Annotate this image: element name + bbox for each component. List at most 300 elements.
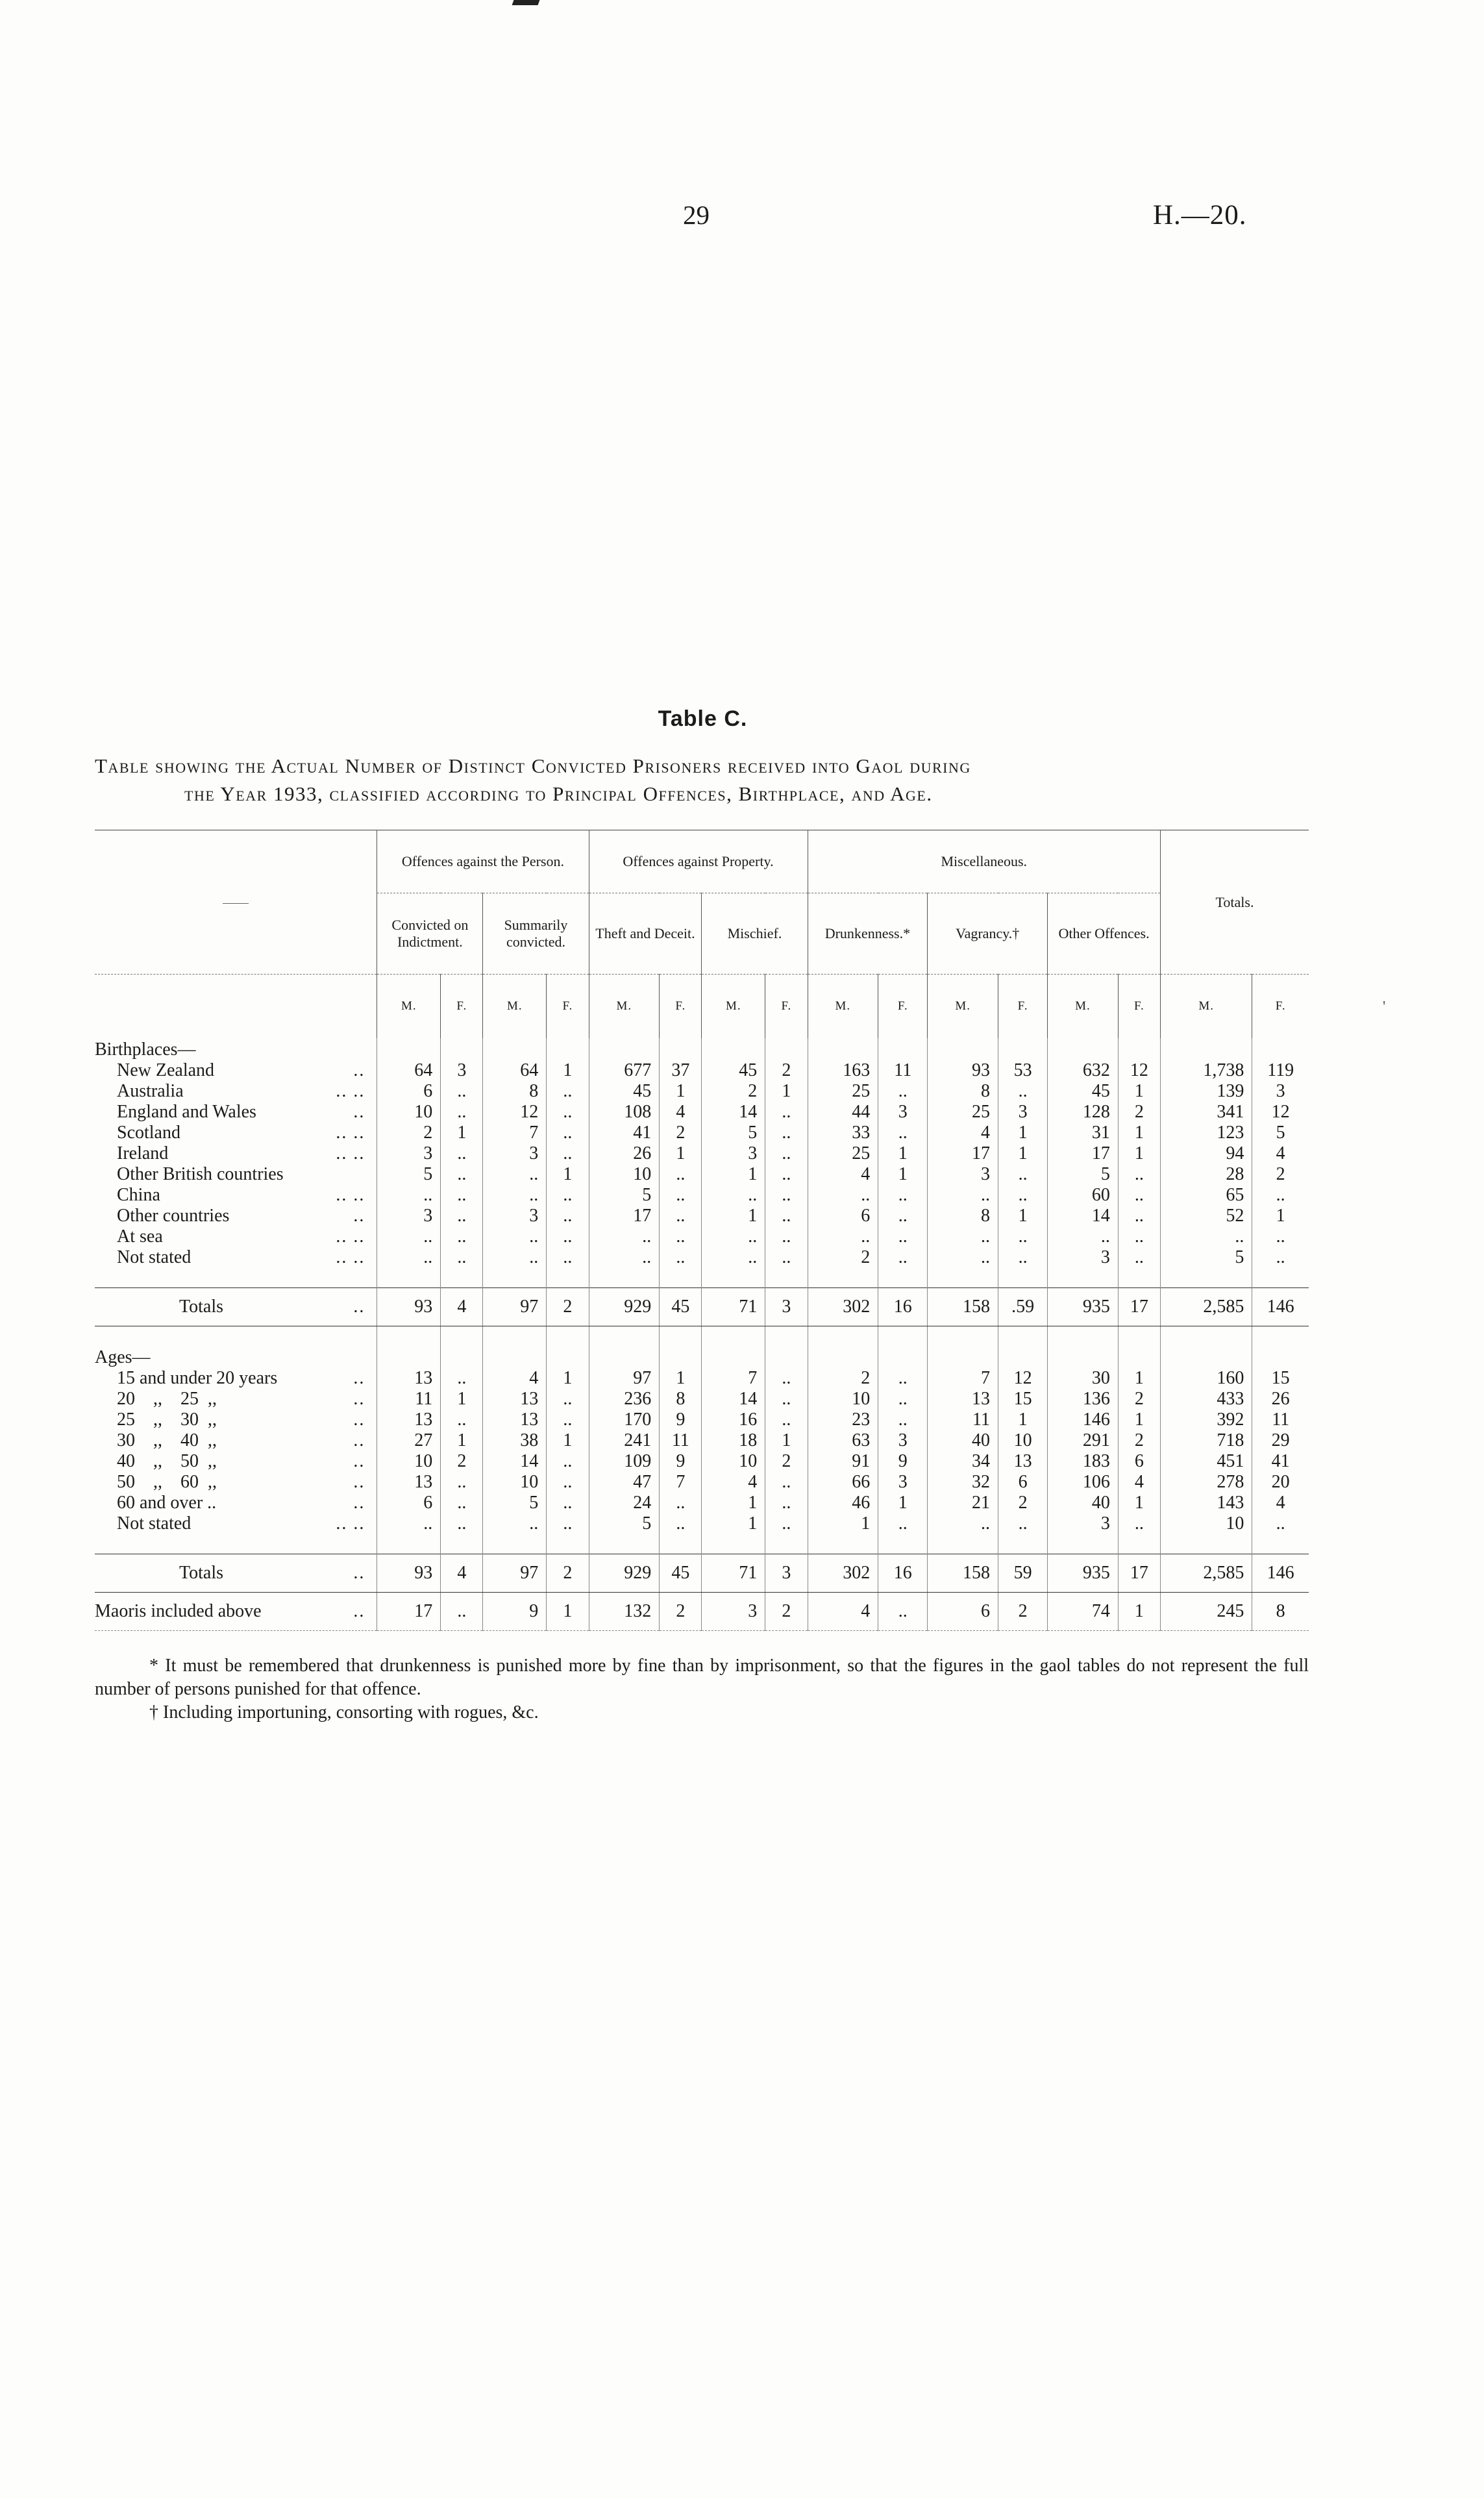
table-cell: 935 bbox=[1048, 1554, 1119, 1593]
row-label-text: 60 and over .. bbox=[117, 1493, 217, 1513]
table-cell: 4 bbox=[702, 1472, 765, 1493]
row-label bbox=[95, 1247, 377, 1268]
table-cell: 1 bbox=[998, 1206, 1048, 1226]
table-cell: 15 bbox=[998, 1389, 1048, 1410]
table-cell: 302 bbox=[808, 1288, 878, 1326]
table-cell: 97 bbox=[483, 1554, 547, 1593]
leader-dots: .. bbox=[353, 1430, 365, 1450]
table-cell: 278 bbox=[1161, 1472, 1252, 1493]
table-cell: .. bbox=[441, 1593, 483, 1631]
table-cell: 27 bbox=[377, 1430, 441, 1451]
birthplace-row bbox=[95, 1081, 1309, 1102]
leader-dots: .. bbox=[353, 1060, 365, 1080]
sex-header-f: F. bbox=[547, 975, 589, 1039]
table-cell: 17 bbox=[928, 1143, 998, 1164]
row-label bbox=[95, 1060, 377, 1081]
row-label-text: 30 ,, 40 ,, bbox=[117, 1430, 217, 1450]
table-cell: 28 bbox=[1161, 1164, 1252, 1185]
row-label bbox=[95, 1164, 377, 1185]
table-cell: 74 bbox=[1048, 1593, 1119, 1631]
table-cell: 59 bbox=[998, 1554, 1048, 1593]
table-cell: 2 bbox=[808, 1247, 878, 1268]
table-cell: .. bbox=[878, 1593, 928, 1631]
table-cell: .. bbox=[928, 1226, 998, 1247]
birthplace-row bbox=[95, 1226, 1309, 1247]
group-header-totals: Totals. bbox=[1161, 830, 1309, 975]
table-cell: .. bbox=[660, 1206, 702, 1226]
table-cell: 128 bbox=[1048, 1102, 1119, 1123]
table-cell: 13 bbox=[998, 1451, 1048, 1472]
table-cell: 183 bbox=[1048, 1451, 1119, 1472]
table-cell: .. bbox=[998, 1185, 1048, 1206]
birthplace-row bbox=[95, 1143, 1309, 1164]
table-cell: 291 bbox=[1048, 1430, 1119, 1451]
row-label bbox=[95, 1368, 377, 1389]
table-cell: 6 bbox=[928, 1593, 998, 1631]
table-cell: 25 bbox=[808, 1143, 878, 1164]
leader-dots: .. .. bbox=[336, 1513, 365, 1534]
table-cell: 170 bbox=[589, 1410, 660, 1430]
birthplace-row bbox=[95, 1102, 1309, 1123]
prisoners-table bbox=[95, 830, 1309, 1631]
sex-header-m: M. bbox=[928, 975, 998, 1039]
table-cell: 158 bbox=[928, 1288, 998, 1326]
table-cell: 1 bbox=[765, 1430, 808, 1451]
table-cell: .. bbox=[765, 1206, 808, 1226]
table-cell: 433 bbox=[1161, 1389, 1252, 1410]
table-cell: 2,585 bbox=[1161, 1554, 1252, 1593]
table-cell: 14 bbox=[702, 1102, 765, 1123]
table-cell: 40 bbox=[928, 1430, 998, 1451]
table-cell: .. bbox=[1252, 1185, 1309, 1206]
age-row bbox=[95, 1513, 1309, 1534]
table-cell: 2 bbox=[765, 1451, 808, 1472]
table-cell: 93 bbox=[377, 1554, 441, 1593]
row-label bbox=[95, 1102, 377, 1123]
table-cell: 392 bbox=[1161, 1410, 1252, 1430]
row-label-text: England and Wales bbox=[117, 1102, 256, 1122]
table-cell: .. bbox=[660, 1226, 702, 1247]
table-cell: 1 bbox=[547, 1368, 589, 1389]
table-cell: 26 bbox=[589, 1143, 660, 1164]
table-cell: 17 bbox=[1118, 1554, 1160, 1593]
table-cell: .. bbox=[441, 1206, 483, 1226]
table-cell: 11 bbox=[878, 1060, 928, 1081]
table-cell: .. bbox=[998, 1081, 1048, 1102]
sex-header-f: F. bbox=[660, 975, 702, 1039]
leader-dots: .. .. bbox=[336, 1247, 365, 1267]
row-label bbox=[95, 1081, 377, 1102]
table-cell: .. bbox=[878, 1513, 928, 1534]
table-cell: 8 bbox=[660, 1389, 702, 1410]
table-cell: 71 bbox=[702, 1554, 765, 1593]
table-cell: 718 bbox=[1161, 1430, 1252, 1451]
table-cell: 119 bbox=[1252, 1060, 1309, 1081]
table-cell: 106 bbox=[1048, 1472, 1119, 1493]
leader-dots: .. bbox=[353, 1368, 365, 1388]
table-cell: 1 bbox=[808, 1513, 878, 1534]
table-cell: 2 bbox=[1118, 1389, 1160, 1410]
table-cell: 10 bbox=[808, 1389, 878, 1410]
table-cell: 10 bbox=[998, 1430, 1048, 1451]
group-header-property: Offences against Property. bbox=[589, 830, 808, 893]
sex-header-f: F. bbox=[441, 975, 483, 1039]
table-cell: 1 bbox=[998, 1123, 1048, 1143]
table-cell: .. bbox=[702, 1226, 765, 1247]
table-cell: .. bbox=[547, 1226, 589, 1247]
leader-dots: .. bbox=[353, 1472, 365, 1492]
table-cell: 1 bbox=[1118, 1593, 1160, 1631]
table-cell: 146 bbox=[1252, 1554, 1309, 1593]
row-label bbox=[95, 1389, 377, 1410]
table-cell: 93 bbox=[928, 1060, 998, 1081]
table-cell: 31 bbox=[1048, 1123, 1119, 1143]
table-cell: .. bbox=[808, 1185, 878, 1206]
table-cell: 91 bbox=[808, 1451, 878, 1472]
col-header-mischief: Mischief. bbox=[702, 893, 808, 975]
spacer-row bbox=[95, 1534, 1309, 1554]
table-cell: 4 bbox=[808, 1164, 878, 1185]
table-cell: 3 bbox=[998, 1102, 1048, 1123]
table-cell: .. bbox=[1252, 1513, 1309, 1534]
table-cell: 13 bbox=[483, 1389, 547, 1410]
row-label-text: 15 and under 20 years bbox=[117, 1368, 278, 1388]
table-cell: 3 bbox=[441, 1060, 483, 1081]
row-label-text: 25 ,, 30 ,, bbox=[117, 1410, 217, 1430]
table-description-line-2: the Year 1933, classified according to Principal Offences, Birthplace, and Age. bbox=[184, 782, 933, 805]
row-label-text: At sea bbox=[117, 1226, 163, 1247]
table-cell: .. bbox=[765, 1410, 808, 1430]
table-cell: 8 bbox=[483, 1081, 547, 1102]
table-cell: .. bbox=[1118, 1226, 1160, 1247]
table-cell: 2 bbox=[441, 1451, 483, 1472]
table-cell: 45 bbox=[660, 1554, 702, 1593]
table-cell: .. bbox=[1118, 1513, 1160, 1534]
table-cell: 64 bbox=[483, 1060, 547, 1081]
table-cell: 4 bbox=[928, 1123, 998, 1143]
col-header-vagrancy: Vagrancy.† bbox=[928, 893, 1048, 975]
row-label bbox=[95, 1206, 377, 1226]
leader-dots: .. bbox=[353, 1389, 365, 1409]
table-cell: 3 bbox=[702, 1593, 765, 1631]
age-row bbox=[95, 1410, 1309, 1430]
table-cell: 4 bbox=[483, 1368, 547, 1389]
table-cell: 5 bbox=[1048, 1164, 1119, 1185]
table-cell: .. bbox=[441, 1102, 483, 1123]
table-cell: 2 bbox=[1118, 1102, 1160, 1123]
table-cell: .. bbox=[547, 1493, 589, 1513]
stub-header bbox=[95, 830, 377, 975]
age-row bbox=[95, 1389, 1309, 1410]
table-cell: .. bbox=[765, 1185, 808, 1206]
sex-header-m: M. bbox=[483, 975, 547, 1039]
table-cell: 17 bbox=[1118, 1288, 1160, 1326]
footnote-vagrancy: † Including importuning, consorting with rogues, &c. bbox=[149, 1702, 539, 1722]
table-cell: 17 bbox=[1048, 1143, 1119, 1164]
age-row bbox=[95, 1472, 1309, 1493]
birthplaces-heading-row bbox=[95, 1038, 1309, 1060]
table-cell: 3 bbox=[878, 1102, 928, 1123]
table-cell: 1 bbox=[878, 1143, 928, 1164]
table-cell: 1 bbox=[1118, 1143, 1160, 1164]
table-cell: .. bbox=[765, 1472, 808, 1493]
table-cell: 6 bbox=[1118, 1451, 1160, 1472]
table-title: Table C. bbox=[658, 706, 748, 731]
table-cell: 632 bbox=[1048, 1060, 1119, 1081]
table-cell: 1 bbox=[702, 1206, 765, 1226]
table-cell: 8 bbox=[1252, 1593, 1309, 1631]
table-cell: 1 bbox=[998, 1410, 1048, 1430]
row-label-text: Totals bbox=[179, 1563, 224, 1583]
birthplaces-heading: Birthplaces— bbox=[95, 1039, 196, 1060]
table-cell: 29 bbox=[1252, 1430, 1309, 1451]
table-cell: .. bbox=[808, 1226, 878, 1247]
table-cell: .. bbox=[547, 1472, 589, 1493]
table-cell: .. bbox=[441, 1493, 483, 1513]
age-totals-row bbox=[95, 1554, 1309, 1593]
table-cell: .. bbox=[765, 1143, 808, 1164]
table-cell: 71 bbox=[702, 1288, 765, 1326]
table-cell: 16 bbox=[878, 1554, 928, 1593]
table-cell: 17 bbox=[377, 1593, 441, 1631]
table-cell: 6 bbox=[998, 1472, 1048, 1493]
table-cell: .. bbox=[878, 1185, 928, 1206]
leader-dots: .. bbox=[353, 1451, 365, 1471]
table-cell: .. bbox=[998, 1513, 1048, 1534]
table-cell: .. bbox=[441, 1513, 483, 1534]
table-cell: .. bbox=[878, 1389, 928, 1410]
table-cell: 7 bbox=[928, 1368, 998, 1389]
table-cell: 163 bbox=[808, 1060, 878, 1081]
table-cell: 3 bbox=[928, 1164, 998, 1185]
table-cell: .. bbox=[589, 1247, 660, 1268]
table-cell: 3 bbox=[483, 1143, 547, 1164]
table-cell: 2 bbox=[1118, 1430, 1160, 1451]
table-cell: 146 bbox=[1252, 1288, 1309, 1326]
birthplace-totals-row bbox=[95, 1288, 1309, 1326]
leader-dots: .. .. bbox=[336, 1226, 365, 1247]
row-label bbox=[95, 1226, 377, 1247]
table-cell: 41 bbox=[589, 1123, 660, 1143]
table-cell: 37 bbox=[660, 1060, 702, 1081]
table-cell: 12 bbox=[998, 1368, 1048, 1389]
spacer-row bbox=[95, 1268, 1309, 1288]
table-cell: 10 bbox=[702, 1451, 765, 1472]
table-cell: 5 bbox=[377, 1164, 441, 1185]
table-cell: 1 bbox=[1118, 1368, 1160, 1389]
table-cell: 677 bbox=[589, 1060, 660, 1081]
table-cell: 2 bbox=[660, 1123, 702, 1143]
table-cell: 65 bbox=[1161, 1185, 1252, 1206]
table-cell: .59 bbox=[998, 1288, 1048, 1326]
col-header-other: Other Offences. bbox=[1048, 893, 1161, 975]
table-cell: 17 bbox=[589, 1206, 660, 1226]
table-cell: 40 bbox=[1048, 1493, 1119, 1513]
col-header-drunkenness: Drunkenness.* bbox=[808, 893, 928, 975]
table-cell: 929 bbox=[589, 1288, 660, 1326]
table-cell: 2,585 bbox=[1161, 1288, 1252, 1326]
table-cell: 241 bbox=[589, 1430, 660, 1451]
table-cell: .. bbox=[1118, 1164, 1160, 1185]
table-cell: 1 bbox=[547, 1430, 589, 1451]
table-cell: 15 bbox=[1252, 1368, 1309, 1389]
sex-header-m: M. bbox=[702, 975, 765, 1039]
sex-header-f: F. bbox=[1118, 975, 1160, 1039]
table-cell: 32 bbox=[928, 1472, 998, 1493]
table-cell: .. bbox=[483, 1226, 547, 1247]
table-cell: 2 bbox=[377, 1123, 441, 1143]
table-cell: .. bbox=[765, 1123, 808, 1143]
table-cell: 26 bbox=[1252, 1389, 1309, 1410]
table-cell: .. bbox=[441, 1472, 483, 1493]
table-cell: 935 bbox=[1048, 1288, 1119, 1326]
table-cell: 2 bbox=[547, 1554, 589, 1593]
table-cell: .. bbox=[660, 1513, 702, 1534]
table-body bbox=[95, 1038, 1309, 1631]
table-cell: 2 bbox=[998, 1493, 1048, 1513]
table-cell: 38 bbox=[483, 1430, 547, 1451]
birthplace-row bbox=[95, 1206, 1309, 1226]
table-cell: 93 bbox=[377, 1288, 441, 1326]
table-cell: .. bbox=[928, 1247, 998, 1268]
scan-mark bbox=[512, 0, 540, 5]
table-cell: 12 bbox=[1252, 1102, 1309, 1123]
table-cell: 123 bbox=[1161, 1123, 1252, 1143]
footnotes bbox=[95, 1654, 1309, 1724]
leader-dots: .. .. bbox=[336, 1185, 365, 1205]
birthplace-row bbox=[95, 1123, 1309, 1143]
row-label bbox=[95, 1288, 377, 1326]
sex-header-m: M. bbox=[377, 975, 441, 1039]
table-cell: .. bbox=[660, 1185, 702, 1206]
table-cell: 3 bbox=[765, 1554, 808, 1593]
stub-sex-header bbox=[95, 975, 377, 1039]
sex-header-m: M. bbox=[589, 975, 660, 1039]
table-cell: .. bbox=[1048, 1226, 1119, 1247]
table-cell: 25 bbox=[808, 1081, 878, 1102]
table-cell: .. bbox=[377, 1247, 441, 1268]
table-cell: 1 bbox=[702, 1513, 765, 1534]
sex-header-m: M. bbox=[808, 975, 878, 1039]
table-cell: .. bbox=[377, 1513, 441, 1534]
table-cell: 1 bbox=[1118, 1081, 1160, 1102]
row-label bbox=[95, 1185, 377, 1206]
table-cell: .. bbox=[878, 1206, 928, 1226]
table-cell: .. bbox=[1252, 1226, 1309, 1247]
table-cell: 3 bbox=[1048, 1247, 1119, 1268]
table-cell: .. bbox=[660, 1247, 702, 1268]
table-cell: 4 bbox=[1252, 1143, 1309, 1164]
leader-dots: .. .. bbox=[336, 1123, 365, 1143]
table-cell: 108 bbox=[589, 1102, 660, 1123]
table-cell: .. bbox=[928, 1513, 998, 1534]
leader-dots: .. bbox=[353, 1601, 365, 1621]
leader-dots: .. bbox=[353, 1102, 365, 1122]
row-label-text: Other countries bbox=[117, 1206, 230, 1226]
table-cell: 1 bbox=[1252, 1206, 1309, 1226]
table-cell: 11 bbox=[377, 1389, 441, 1410]
table-cell: 451 bbox=[1161, 1451, 1252, 1472]
table-cell: 6 bbox=[808, 1206, 878, 1226]
table-cell: .. bbox=[547, 1451, 589, 1472]
table-cell: 20 bbox=[1252, 1472, 1309, 1493]
table-cell: 97 bbox=[483, 1288, 547, 1326]
birthplace-row bbox=[95, 1164, 1309, 1185]
table-cell: .. bbox=[998, 1226, 1048, 1247]
table-cell: 1 bbox=[547, 1060, 589, 1081]
table-cell: 1 bbox=[441, 1430, 483, 1451]
footnote-drunkenness: * It must be remembered that drunkenness is punished more by fine than by imprisonment, so that the figures in the gaol tables do not represent the full number of persons punished for that offence. bbox=[95, 1656, 1309, 1699]
sex-header-row bbox=[95, 975, 1309, 1039]
table-cell: 1 bbox=[1118, 1410, 1160, 1430]
table-cell: 66 bbox=[808, 1472, 878, 1493]
table-cell: 45 bbox=[589, 1081, 660, 1102]
table-cell: 1 bbox=[878, 1164, 928, 1185]
ages-heading: Ages— bbox=[95, 1347, 151, 1367]
table-cell: .. bbox=[441, 1410, 483, 1430]
group-header-miscellaneous: Miscellaneous. bbox=[808, 830, 1161, 893]
table-cell: 236 bbox=[589, 1389, 660, 1410]
table-cell: 12 bbox=[1118, 1060, 1160, 1081]
maoris-row bbox=[95, 1593, 1309, 1631]
table-cell: .. bbox=[483, 1513, 547, 1534]
row-label bbox=[95, 1493, 377, 1513]
table-cell: 2 bbox=[660, 1593, 702, 1631]
row-label-text: 40 ,, 50 ,, bbox=[117, 1451, 217, 1471]
leader-dots: .. bbox=[353, 1206, 365, 1226]
table-cell: 1 bbox=[878, 1493, 928, 1513]
birthplace-row bbox=[95, 1185, 1309, 1206]
table-cell: 97 bbox=[589, 1368, 660, 1389]
table-cell: 14 bbox=[483, 1451, 547, 1472]
table-cell: 160 bbox=[1161, 1368, 1252, 1389]
table-cell: 2 bbox=[547, 1288, 589, 1326]
table-cell: .. bbox=[660, 1493, 702, 1513]
table-cell: 7 bbox=[702, 1368, 765, 1389]
table-cell: .. bbox=[878, 1368, 928, 1389]
table-cell: .. bbox=[483, 1247, 547, 1268]
page-number: 29 bbox=[683, 200, 710, 230]
table-cell: 1 bbox=[547, 1164, 589, 1185]
table-cell: 30 bbox=[1048, 1368, 1119, 1389]
table-cell: .. bbox=[765, 1389, 808, 1410]
table-cell: 44 bbox=[808, 1102, 878, 1123]
table-cell: .. bbox=[441, 1081, 483, 1102]
table-cell: 9 bbox=[483, 1593, 547, 1631]
sex-header-f: F. bbox=[878, 975, 928, 1039]
table-cell: 7 bbox=[660, 1472, 702, 1493]
table-cell: 8 bbox=[928, 1081, 998, 1102]
table-cell: 929 bbox=[589, 1554, 660, 1593]
table-cell: 21 bbox=[928, 1493, 998, 1513]
table-cell: 5 bbox=[589, 1185, 660, 1206]
age-row bbox=[95, 1430, 1309, 1451]
table-cell: .. bbox=[547, 1102, 589, 1123]
table-cell: .. bbox=[547, 1123, 589, 1143]
table-cell: .. bbox=[878, 1226, 928, 1247]
row-label-text: Australia bbox=[117, 1081, 184, 1101]
col-header-summarily: Summarily convicted. bbox=[483, 893, 589, 975]
table-cell: 11 bbox=[660, 1430, 702, 1451]
table-cell: 14 bbox=[702, 1389, 765, 1410]
table-cell: 64 bbox=[377, 1060, 441, 1081]
table-cell: .. bbox=[377, 1226, 441, 1247]
sex-header-f: F. bbox=[1252, 975, 1309, 1039]
row-label-text: Scotland bbox=[117, 1123, 180, 1143]
table-cell: .. bbox=[589, 1226, 660, 1247]
row-label-text: Ireland bbox=[117, 1143, 169, 1163]
table-cell: .. bbox=[765, 1226, 808, 1247]
